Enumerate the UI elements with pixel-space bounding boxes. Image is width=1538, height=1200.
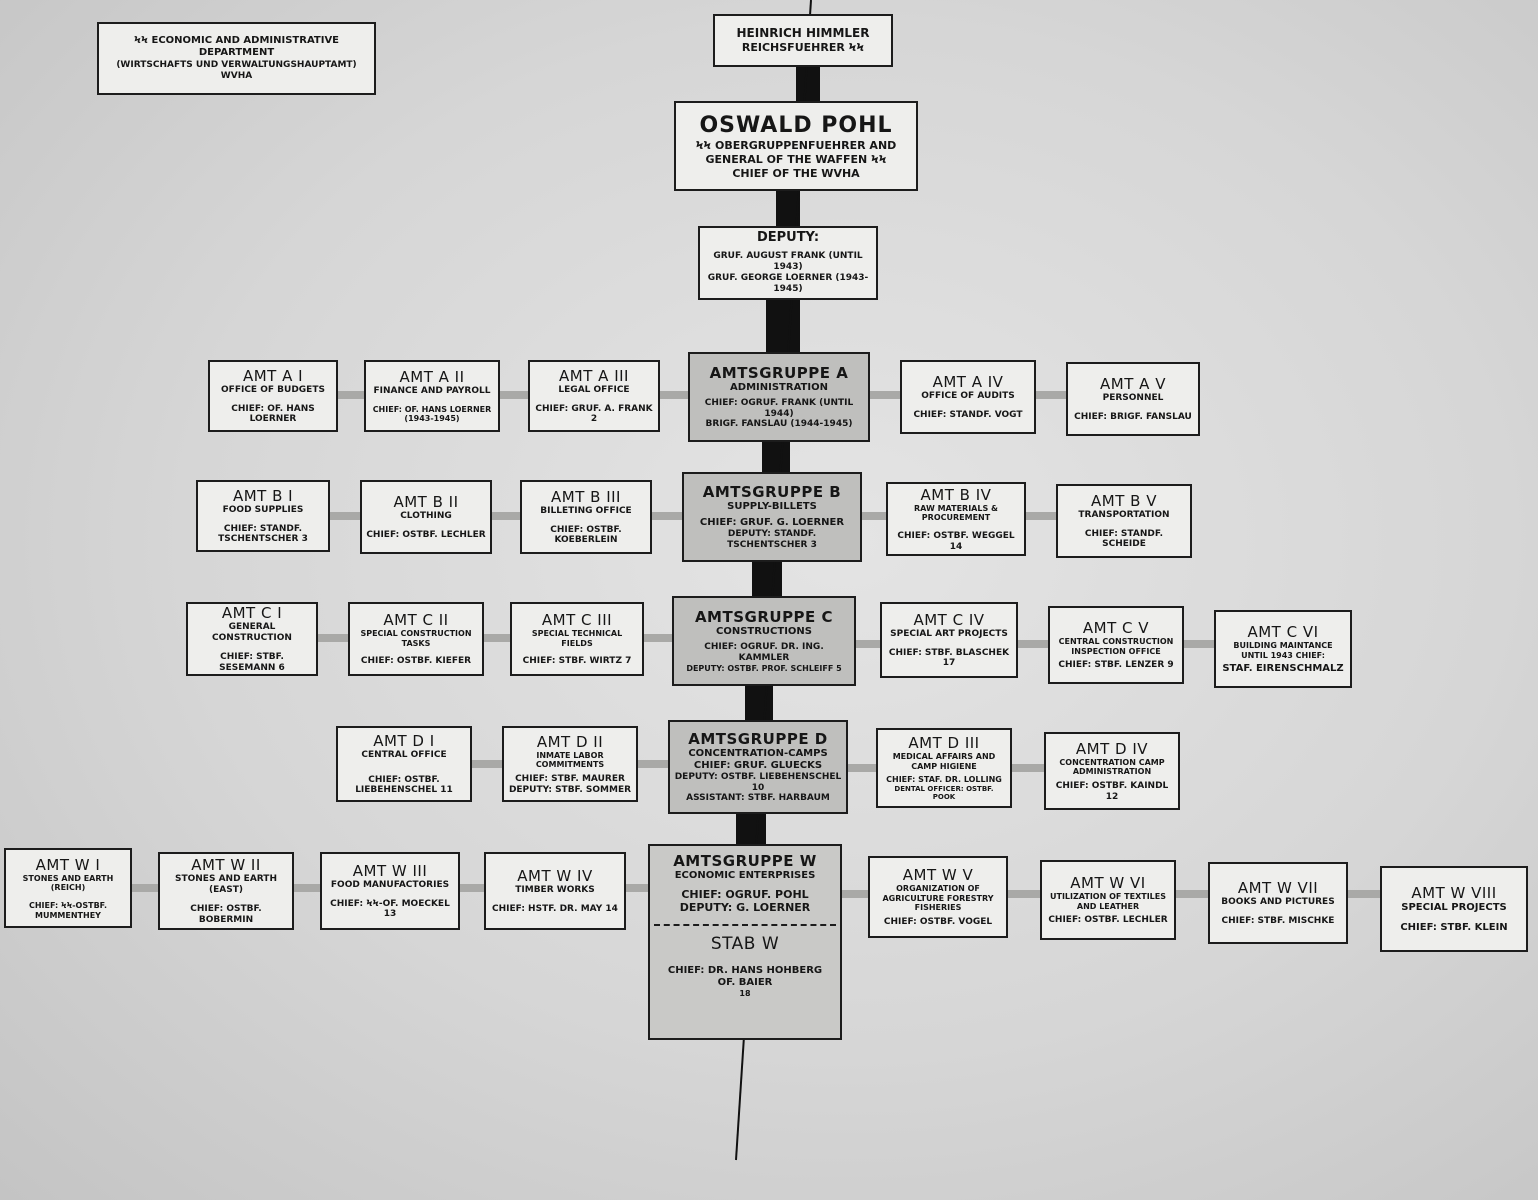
amt-title: AMT C II [383,611,449,629]
amt-box [1040,860,1176,940]
amt-title: AMT D IV [1075,739,1149,758]
pohl-line-2: GENERAL OF THE WAFFEN ϞϞ [705,152,887,166]
amtsgruppe-box [682,472,862,562]
amtsgruppe-w-box [648,844,842,1040]
amt-chief: CHIEF: OSTBF. KIEFER [360,656,472,667]
amt-chief: CHIEF: HSTF. DR. MAY 14 [492,904,618,914]
pohl-line-1: ϞϞ OBERGRUPPENFUEHRER AND [695,139,897,153]
amt-box [880,602,1018,678]
amt-title: AMT C I [221,604,283,623]
amt-box [364,360,500,432]
deputy-label: DEPUTY: [756,230,820,246]
amt-box [360,480,492,554]
amt-title: AMT B III [551,487,621,506]
amt-box [196,480,330,552]
amt-title: AMT A III [559,366,629,385]
amt-box [876,728,1012,808]
amt-chief: CHIEF: STBF. LENZER 9 [1058,660,1174,671]
deputy-box [698,226,878,300]
amt-box [886,482,1026,556]
amt-dept: FINANCE AND PAYROLL [373,386,491,396]
amtsgruppe-chief: CHIEF: OGRUF. DR. ING. KAMMLER [704,642,824,664]
himmler-name: HEINRICH HIMMLER [736,26,870,41]
amt-title: AMT B I [232,486,294,505]
amt-dept: CLOTHING [400,511,452,522]
amt-box [1056,484,1192,558]
amt-dept: OFFICE OF BUDGETS [221,384,325,395]
amtsgruppe-chief: CHIEF: OGRUF. FRANK (UNTIL 1944) [704,397,854,419]
amt-title: AMT C III [541,611,613,629]
amt-dept: CONCENTRATION CAMP ADMINISTRATION [1059,757,1165,777]
wvha-line-3: WVHA [220,71,253,81]
amt-chief: CHIEF: GRUF. A. FRANK 2 [535,403,653,425]
amt-dept: PERSONNEL [1102,393,1164,404]
amt-dept: GENERAL CONSTRUCTION [212,622,292,644]
amt-title: AMT A I [242,366,304,385]
stab-title: STAB W [710,934,780,955]
amt-dept: TIMBER WORKS [515,885,595,896]
stab-chief: CHIEF: DR. HANS HOHBERG [667,964,823,976]
amt-chief: CHIEF: STBF. MISCHKE [1221,916,1335,926]
amt-chief-2: DEPUTY: STBF. SOMMER [508,784,632,795]
amt-chief: CHIEF: OSTBF. BOBERMIN [190,904,262,925]
amt-chief: CHIEF: OSTBF. LIEBEHENSCHEL 11 [355,774,453,796]
amtsgruppe-chief-2: DEPUTY: STANDF. TSCHENTSCHER 3 [727,529,817,550]
wvha-line-2: (WIRTSCHAFTS UND VERWALTUNGSHAUPTAMT) [116,59,357,70]
amtsgruppe-dept: SUPPLY-BILLETS [727,501,817,513]
amt-box [1066,362,1200,436]
amt-box [510,602,644,676]
amt-title: AMT B V [1091,491,1157,510]
amt-dept: SPECIAL CONSTRUCTION TASKS [360,629,472,648]
amt-dept: FOOD SUPPLIES [222,504,304,515]
amt-title: AMT D II [536,732,604,751]
amt-dept: TRANSPORTATION [1078,509,1170,520]
amt-dept: STONES AND EARTH (EAST) [175,874,277,896]
amt-title: AMT A V [1100,375,1166,394]
amt-dept: BUILDING MAINTANCE UNTIL 1943 CHIEF: [1233,641,1333,660]
amt-chief: CHIEF: STANDF. VOGT [913,410,1023,420]
amt-box [158,852,294,930]
amt-chief: CHIEF: OSTBF. LECHLER [366,530,486,540]
wvha-line-1: ϞϞ ECONOMIC AND ADMINISTRATIVE DEPARTMENT [133,34,340,59]
amt-chief: CHIEF: OSTBF. KAINDL 12 [1055,780,1169,802]
amt-title: AMT W VIII [1411,884,1497,902]
amt-chief: CHIEF: STANDF. SCHEIDE [1084,528,1164,550]
amtsgruppe-dept: CONCENTRATION-CAMPS [688,747,828,759]
amtsgruppe-dept: CONSTRUCTIONS [715,626,812,638]
amt-box [900,360,1036,434]
amt-dept: BILLETING OFFICE [540,505,632,516]
amt-dept: INMATE LABOR COMMITMENTS [535,750,605,770]
amt-box [1048,606,1184,684]
amt-chief: CHIEF: OSTBF. VOGEL [883,916,993,927]
amt-dept: CENTRAL OFFICE [361,749,447,760]
amtsgruppe-chief-2: DEPUTY: G. LOERNER [679,901,811,915]
amt-box [868,856,1008,938]
amt-box [520,480,652,554]
amtsgruppe-title: AMTSGRUPPE B [702,483,842,502]
wvha-title-box [97,22,376,95]
amtsgruppe-title: AMTSGRUPPE C [694,608,834,627]
amt-chief: CHIEF: STBF. WIRTZ 7 [522,656,632,667]
amtsgruppe-chief: CHIEF: GRUF. GLUECKS [693,759,823,771]
amt-box [484,852,626,930]
amt-title: AMT A II [399,368,465,386]
amt-dept: LEGAL OFFICE [558,384,630,395]
amt-chief: CHIEF: OSTBF. WEGGEL 14 [897,530,1015,552]
amt-box [1380,866,1528,952]
amt-box [336,726,472,802]
amt-title: AMT W VII [1237,879,1319,898]
amt-box [1214,610,1352,688]
amt-chief: CHIEF: ϞϞ-OF. MOECKEL 13 [330,898,450,920]
amt-chief: CHIEF: OSTBF. KOEBERLEIN [550,524,622,546]
amtsgruppe-chief: CHIEF: OGRUF. POHL [681,888,809,901]
amtsgruppe-chief-2: DEPUTY: OSTBF. LIEBEHENSCHEL 10 [674,771,842,793]
amt-box [502,726,638,802]
amt-box [320,852,460,930]
amtsgruppe-title: AMTSGRUPPE A [709,363,849,382]
amtsgruppe-chief-2: BRIGF. FANSLAU (1944-1945) [705,419,853,430]
amt-dept: SPECIAL ART PROJECTS [890,628,1008,639]
amtsgruppe-dept: ADMINISTRATION [730,381,828,393]
amt-title: AMT D I [373,731,435,750]
amtsgruppe-box [688,352,870,442]
amt-chief: CHIEF: STANDF. TSCHENTSCHER 3 [218,523,308,545]
amt-box [186,602,318,676]
amt-title: AMT W VI [1070,874,1146,892]
amt-title: AMT W II [191,856,261,875]
amt-dept: RAW MATERIALS & PROCUREMENT [913,503,998,523]
amt-dept: OFFICE OF AUDITS [921,391,1015,402]
himmler-box [713,14,893,67]
amt-dept: ORGANIZATION OF AGRICULTURE FORESTRY FISHERIES [882,884,994,913]
deputy-line-2: GRUF. GEORGE LOERNER (1943-1945) [707,273,869,295]
amt-title: AMT B IV [920,485,992,504]
amtsgruppe-chief: CHIEF: GRUF. G. LOERNER [699,517,845,529]
amt-box [348,602,484,676]
amt-title: AMT C V [1082,619,1150,637]
amt-box [1208,862,1348,944]
amt-chief: CHIEF: STBF. BLASCHEK 17 [888,647,1010,669]
amt-title: AMT C IV [913,610,985,629]
stab-chief-2: OF. BAIER [717,976,773,988]
amt-chief-2: DENTAL OFFICER: OSTBF. POOK [894,785,994,802]
amt-chief: CHIEF: STAF. DR. LOLLING [886,775,1002,785]
amtsgruppe-chief-3: ASSISTANT: STBF. HARBAUM [686,793,830,804]
amt-title: AMT W IV [517,867,593,886]
amt-title: AMT W I [35,855,101,874]
amtsgruppe-title: AMTSGRUPPE D [688,729,828,748]
amt-title: AMT D III [908,734,980,753]
amt-dept: STONES AND EARTH (REICH) [22,873,114,893]
amt-chief: CHIEF: STBF. SESEMANN 6 [219,652,285,673]
pohl-name: OSWALD POHL [699,112,893,138]
amt-box [208,360,338,432]
amt-title: AMT C VI [1247,623,1319,642]
amt-dept: UTILIZATION OF TEXTILES AND LEATHER [1050,892,1166,911]
pohl-box [674,101,918,191]
stab-note: 18 [739,988,751,998]
amtsgruppe-dept: ECONOMIC ENTERPRISES [674,870,816,881]
amt-title: AMT B II [393,493,459,512]
amt-dept: BOOKS AND PICTURES [1221,897,1335,908]
amt-chief: CHIEF: OF. HANS LOERNER (1943-1945) [372,404,492,424]
amt-title: AMT W V [902,866,974,885]
dashed-divider [654,924,836,926]
amt-chief: CHIEF: STBF. KLEIN [1400,922,1508,933]
amt-title: AMT W III [352,861,428,880]
himmler-title: REICHSFUEHRER ϞϞ [741,41,865,55]
amt-chief: CHIEF: BRIGF. FANSLAU [1074,412,1192,422]
amtsgruppe-chief-2: DEPUTY: OSTBF. PROF. SCHLEIFF 5 [686,664,842,673]
amt-chief: STAF. EIRENSCHMALZ [1222,662,1344,674]
amtsgruppe-box [672,596,856,686]
amt-dept: CENTRAL CONSTRUCTION INSPECTION OFFICE [1058,637,1174,656]
amt-box [528,360,660,432]
amt-chief: CHIEF: OSTBF. LECHLER [1048,915,1168,926]
amt-title: AMT A IV [932,373,1004,392]
amt-box [4,848,132,928]
amt-box [1044,732,1180,810]
amtsgruppe-title: AMTSGRUPPE W [673,852,817,870]
amtsgruppe-box [668,720,848,814]
amt-dept: MEDICAL AFFAIRS AND CAMP HIGIENE [892,752,996,771]
amt-chief: CHIEF: ϞϞ-OSTBF. MUMMENTHEY [28,901,108,920]
amt-dept: SPECIAL TECHNICAL FIELDS [531,629,623,648]
pohl-line-3: CHIEF OF THE WVHA [732,166,860,180]
amt-chief: CHIEF: STBF. MAURER [515,773,625,784]
amt-dept: SPECIAL PROJECTS [1401,902,1507,913]
amt-chief: CHIEF: OF. HANS LOERNER [231,403,315,425]
amt-dept: FOOD MANUFACTORIES [330,879,450,890]
deputy-line-1: GRUF. AUGUST FRANK (UNTIL 1943) [713,250,863,272]
